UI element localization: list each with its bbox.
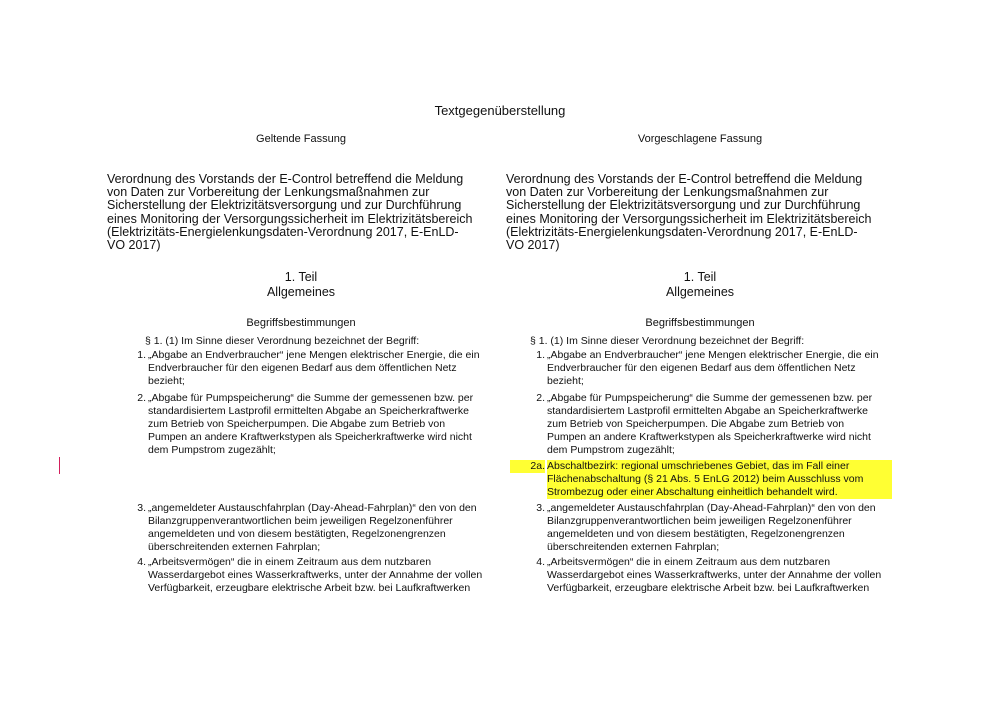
item-line: Endverbraucher für den eigenen Bedarf aus dem öffentlichen Netz: [547, 362, 856, 374]
item-line: „Arbeitsvermögen“ die in einem Zeitraum aus dem nutzbaren: [547, 556, 831, 568]
item-number: 4.: [137, 556, 146, 568]
part-heading: [506, 270, 894, 300]
item-line: Verfügbarkeit, erzeugbare elektrische Arbeit bzw. bei Laufkraftwerken: [148, 582, 471, 594]
item-line: bezieht;: [547, 375, 584, 387]
paragraph-intro: § 1. (1) Im Sinne dieser Verordnung bezeichnet der Begriff:: [530, 335, 805, 347]
title-line: Verordnung des Vorstands der E-Control betreffend die Meldung: [506, 172, 863, 186]
item-line: „Arbeitsvermögen“ die in einem Zeitraum aus dem nutzbaren: [148, 556, 432, 568]
part-heading: [107, 270, 495, 300]
item-number: 1.: [536, 349, 545, 361]
title-line: eines Monitoring der Versorgungssicherheit im Elektrizitätsbereich: [506, 211, 872, 226]
paragraph-intro: § 1. (1) Im Sinne dieser Verordnung bezeichnet der Begriff:: [145, 335, 420, 347]
item-number: 2.: [536, 392, 545, 404]
item-line: Wasserdargebot eines Wasserkraftwerks, unter der Annahme der vollen: [547, 569, 882, 581]
item-line: Endverbraucher für den eigenen Bedarf aus dem öffentlichen Netz: [148, 362, 457, 374]
item-line: „Abgabe an Endverbraucher“ jene Mengen elektrischer Energie, die ein: [547, 349, 879, 361]
ordinance-title: [506, 173, 894, 252]
item-line: dem Pumpstrom zugezählt;: [547, 444, 675, 456]
item-line: „Abgabe an Endverbraucher“ jene Mengen elektrischer Energie, die ein: [148, 349, 480, 361]
item-line: Pumpen an andere Kraftwerkstypen als Speicherkraftwerke wird nicht: [547, 431, 871, 443]
item-line: überschreitenden externen Fahrplan;: [547, 541, 720, 553]
item-line: „Abgabe für Pumpspeicherung“ die Summe der gemessenen bzw. per: [547, 392, 873, 404]
item-line: überschreitenden externen Fahrplan;: [148, 541, 321, 553]
title-line: Sicherstellung der Elektrizitätsversorgung und zur Durchführung: [107, 198, 462, 213]
item-number: 1.: [137, 349, 146, 361]
item-line: „angemeldeter Austauschfahrplan (Day-Ahead-Fahrplan)“ den von den: [148, 502, 477, 514]
item-line: Bilanzgruppenverantwortlichen beim jeweiligen Regelzonenführer: [547, 515, 852, 527]
section-heading: Begriffsbestimmungen: [645, 317, 755, 329]
item-number: 2a.: [510, 460, 545, 473]
item-line: Strombezug oder einer Abschaltung einheitlich behandelt wird.: [547, 486, 838, 498]
item-line: Bilanzgruppenverantwortlichen beim jeweiligen Regelzonenführer: [148, 515, 453, 527]
title-line: (Elektrizitäts-Energielenkungsdaten-Verordnung 2017, E-EnLD-: [506, 224, 858, 239]
item-line: Flächenabschaltung (§ 21 Abs. 5 EnLG 2012) beim Ausschluss vom: [547, 473, 864, 485]
document-title: Textgegenüberstellung: [434, 103, 566, 118]
part-name: Allgemeines: [665, 285, 735, 299]
ordinance-title: [107, 173, 495, 252]
part-number: 1. Teil: [284, 270, 318, 284]
title-line: Verordnung des Vorstands der E-Control betreffend die Meldung: [107, 172, 464, 186]
title-line: VO 2017): [506, 238, 560, 253]
item-line: angemeldeten und von diesem bestätigten, Regelzonengrenzen: [547, 528, 845, 540]
item-line: Verfügbarkeit, erzeugbare elektrische Arbeit bzw. bei Laufkraftwerken: [547, 582, 870, 594]
part-number: 1. Teil: [683, 270, 717, 284]
title-line: von Daten zur Vorbereitung der Lenkungsmaßnahmen zur: [107, 185, 430, 200]
section-heading: Begriffsbestimmungen: [246, 317, 356, 329]
change-marker: [59, 457, 60, 474]
column-heading: Vorgeschlagene Fassung: [637, 133, 763, 145]
part-name: Allgemeines: [266, 285, 336, 299]
item-number: 3.: [536, 502, 545, 514]
item-line: Wasserdargebot eines Wasserkraftwerks, unter der Annahme der vollen: [148, 569, 483, 581]
column-heading: Geltende Fassung: [256, 133, 346, 145]
item-number: 2.: [137, 392, 146, 404]
item-line: zum Betrieb von Speicherpumpen. Die Abgabe zum Betrieb von: [547, 418, 845, 430]
item-line: „angemeldeter Austauschfahrplan (Day-Ahead-Fahrplan)“ den von den: [547, 502, 876, 514]
title-line: eines Monitoring der Versorgungssicherheit im Elektrizitätsbereich: [107, 211, 473, 226]
item-number: 4.: [536, 556, 545, 568]
item-line: Abschaltbezirk: regional umschriebenes Gebiet, das im Fall einer: [547, 460, 850, 472]
item-number: 3.: [137, 502, 146, 514]
item-line: standardisiertem Lastprofil ermittelten Abgabe an Speicherkraftwerke: [547, 405, 868, 417]
item-line: zum Betrieb von Speicherpumpen. Die Abgabe zum Betrieb von: [148, 418, 446, 430]
item-line: „Abgabe für Pumpspeicherung“ die Summe der gemessenen bzw. per: [148, 392, 474, 404]
item-line: angemeldeten und von diesem bestätigten, Regelzonengrenzen: [148, 528, 446, 540]
title-line: von Daten zur Vorbereitung der Lenkungsmaßnahmen zur: [506, 185, 829, 200]
title-line: (Elektrizitäts-Energielenkungsdaten-Verordnung 2017, E-EnLD-: [107, 224, 459, 239]
item-line: Pumpen an andere Kraftwerkstypen als Speicherkraftwerke wird nicht: [148, 431, 472, 443]
title-line: Sicherstellung der Elektrizitätsversorgung und zur Durchführung: [506, 198, 861, 213]
item-line: standardisiertem Lastprofil ermittelten Abgabe an Speicherkraftwerke: [148, 405, 469, 417]
title-line: VO 2017): [107, 238, 161, 253]
item-line: bezieht;: [148, 375, 185, 387]
item-line: dem Pumpstrom zugezählt;: [148, 444, 276, 456]
